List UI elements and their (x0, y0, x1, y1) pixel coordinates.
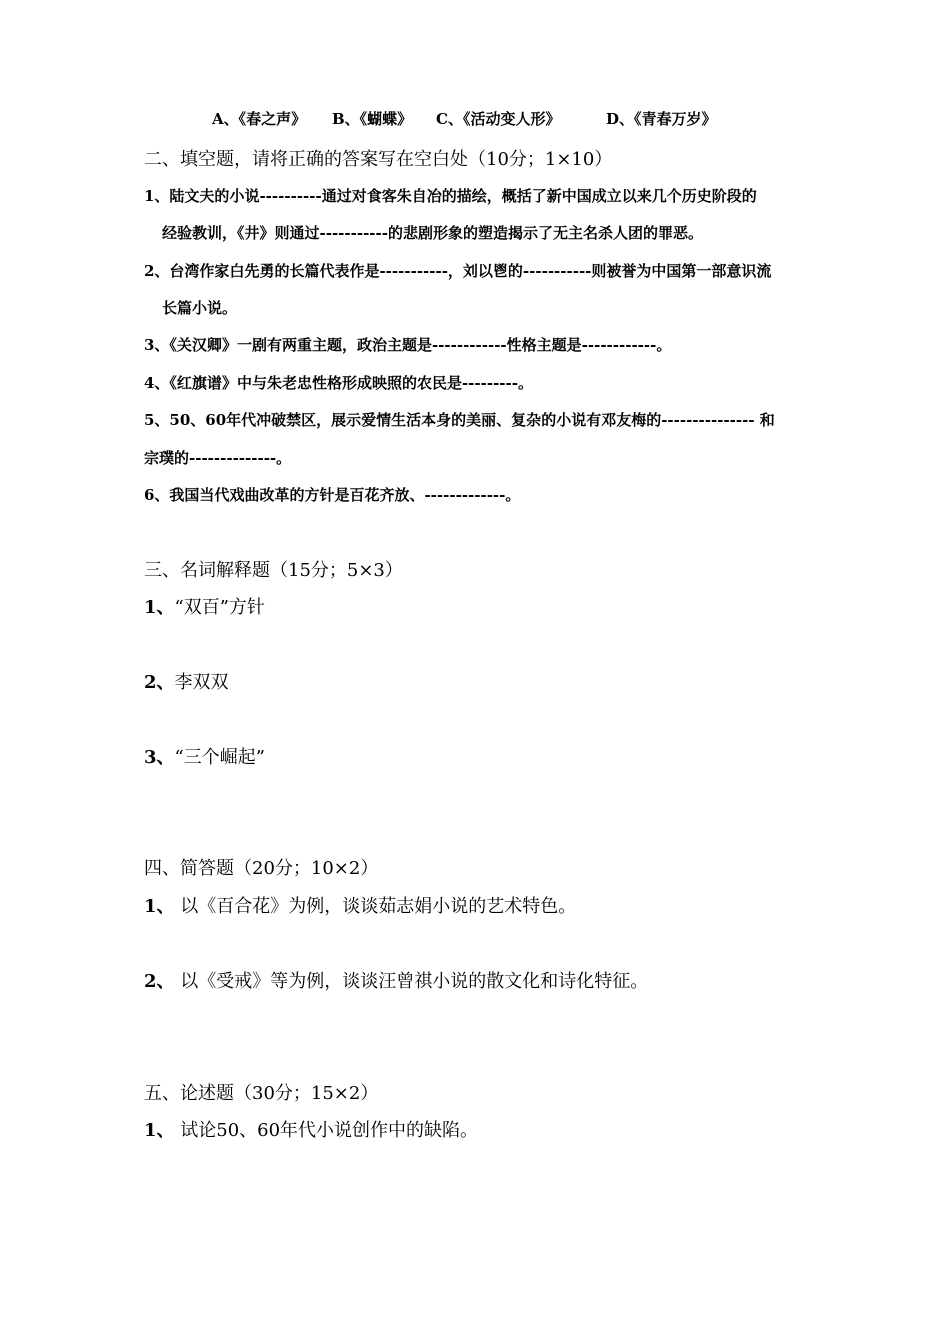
term-item-text: 李双双 (174, 672, 229, 693)
section3-title: 三、名词解释题（15分；5×3） (144, 560, 403, 581)
term-item-3 (144, 743, 265, 769)
term-item-number: 3、 (144, 747, 175, 768)
section4-title: 四、简答题（20分；10×2） (144, 858, 379, 879)
essay-question-text: 试论50、60年代小说创作中的缺陷。 (174, 1120, 479, 1141)
choice-a: A、《春之声》 (212, 110, 307, 128)
choice-b: B、《蝴蝶》 (332, 110, 413, 128)
fill-q3: 3、《关汉卿》一剧有两重主题，政治主题是------------性格主题是------------。 (144, 336, 672, 354)
short-answer-number: 2、 (144, 971, 175, 992)
section2-title: 二、填空题，请将正确的答案写在空白处（10分；1×10） (144, 149, 613, 170)
fill-q5-line2: 宗璞的--------------。 (144, 449, 292, 467)
term-item-text: “双百”方针 (174, 597, 265, 618)
choice-options (212, 108, 717, 129)
fill-q1-line2: 经验教训，《井》则通过-----------的悲剧形象的塑造揭示了无主名杀人团的罪恶。 (162, 224, 703, 242)
section5-title: 五、论述题（30分；15×2） (144, 1083, 379, 1104)
choice-c: C、《活动变人形》 (436, 110, 561, 128)
essay-question-number: 1、 (144, 1120, 175, 1141)
fill-q1-line1: 1、陆文夫的小说----------通过对食客朱自冶的描绘，概括了新中国成立以来几个历史阶段的 (144, 187, 757, 205)
term-item-number: 1、 (144, 597, 175, 618)
choice-d: D、《青春万岁》 (606, 110, 717, 128)
short-answer-text: 以《百合花》为例，谈谈茹志娟小说的艺术特色。 (174, 896, 577, 917)
short-answer-2 (144, 967, 648, 993)
fill-q5-line1: 5、50、60年代冲破禁区，展示爱情生活本身的美丽、复杂的小说有邓友梅的--------------- 和 (144, 411, 775, 429)
fill-q4: 4、《红旗谱》中与朱老忠性格形成映照的农民是---------。 (144, 374, 533, 392)
term-item-number: 2、 (144, 672, 175, 693)
short-answer-number: 1、 (144, 896, 175, 917)
essay-question-1 (144, 1116, 478, 1142)
short-answer-text: 以《受戒》等为例，谈谈汪曾祺小说的散文化和诗化特征。 (174, 971, 649, 992)
short-answer-1 (144, 892, 576, 918)
fill-q2-line1: 2、台湾作家白先勇的长篇代表作是-----------，刘以鬯的-----------则被誉为中国第一部意识流 (144, 262, 772, 280)
term-item-2 (144, 668, 229, 694)
fill-q6: 6、我国当代戏曲改革的方针是百花齐放、-------------。 (144, 486, 521, 504)
fill-q2-line2: 长篇小说。 (162, 299, 238, 317)
term-item-text: “三个崛起” (174, 747, 265, 768)
term-item-1 (144, 593, 265, 619)
